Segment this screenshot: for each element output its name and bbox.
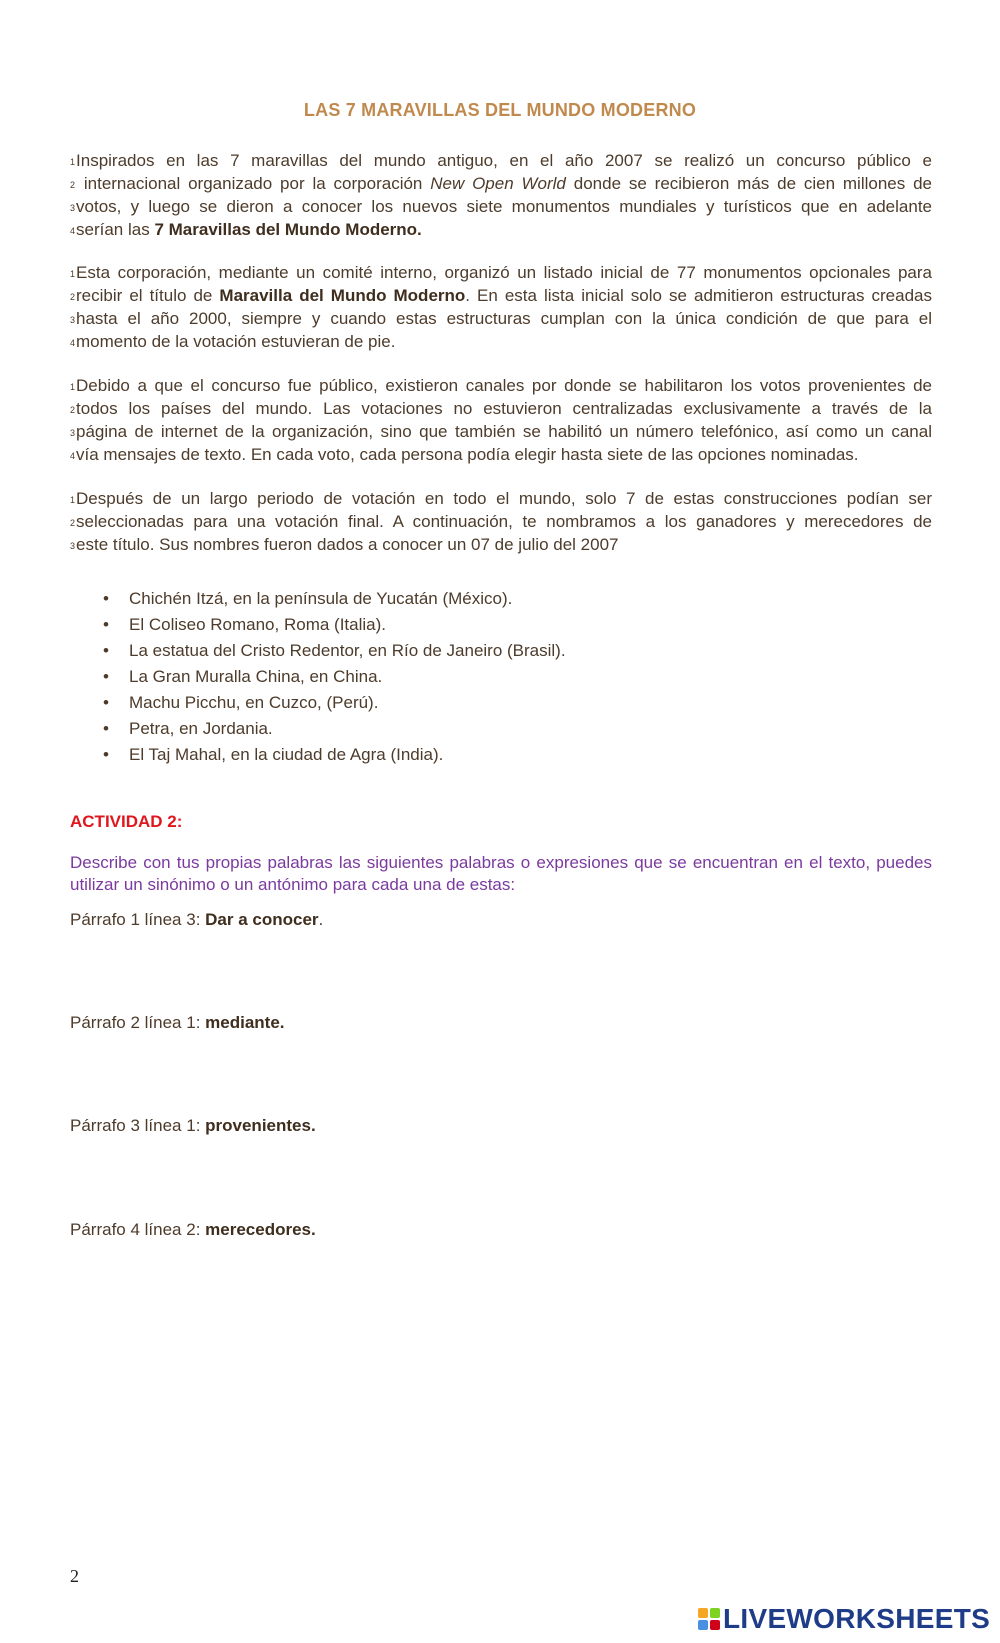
question-3: Párrafo 3 línea 1: provenientes. xyxy=(70,1116,316,1135)
bullet-icon: • xyxy=(103,589,109,608)
list-item: • La estatua del Cristo Redentor, en Río de Janeiro (Brasil). xyxy=(103,638,566,664)
paragraph-line: 2 internacional organizado por la corporación New Open World donde se recibieron más de cien millones de xyxy=(70,174,932,193)
paragraph-line: 3este título. Sus nombres fueron dados a conocer un 07 de julio del 2007 xyxy=(70,535,619,554)
line-number: 3 xyxy=(70,428,76,438)
logo-icon xyxy=(698,1608,720,1630)
line-number: 2 xyxy=(70,518,76,528)
logo-text: LIVEWORKSHEETS xyxy=(723,1603,991,1634)
paragraph-1 xyxy=(70,150,932,242)
paragraph-line: 1Inspirados en las 7 maravillas del mundo antiguo, en el año 2007 se realizó un concurso público e xyxy=(70,151,932,170)
paragraph-line: 3hasta el año 2000, siempre y cuando estas estructuras cumplan con la única condición de que para el xyxy=(70,309,932,328)
line-number: 1 xyxy=(70,157,76,167)
list-item: • Machu Picchu, en Cuzco, (Perú). xyxy=(103,690,566,716)
line-number: 2 xyxy=(70,405,76,415)
paragraph-line: 2seleccionadas para una votación final. A continuación, te nombramos a los ganadores y merecedores de xyxy=(70,512,932,531)
paragraph-line: 1Después de un largo periodo de votación en todo el mundo, solo 7 de estas construcciones podían ser xyxy=(70,489,932,508)
list-item: • La Gran Muralla China, en China. xyxy=(103,664,566,690)
line-number: 3 xyxy=(70,203,76,213)
bullet-icon: • xyxy=(103,667,109,686)
paragraph-3 xyxy=(70,375,932,467)
question-4: Párrafo 4 línea 2: merecedores. xyxy=(70,1220,316,1239)
activity-instruction: Describe con tus propias palabras las siguientes palabras o expresiones que se encuentran en el texto, puedes utilizar un sinónimo o un antónimo para cada una de estas: xyxy=(70,853,932,894)
line-number: 4 xyxy=(70,338,76,348)
bullet-icon: • xyxy=(103,641,109,660)
activity-heading: ACTIVIDAD 2: xyxy=(70,812,183,831)
liveworksheets-logo xyxy=(698,1603,990,1635)
paragraph-4 xyxy=(70,488,932,557)
bullet-icon: • xyxy=(103,719,109,738)
line-number: 2 xyxy=(70,292,76,302)
line-number: 1 xyxy=(70,495,76,505)
line-number: 2 xyxy=(70,180,76,190)
list-item: • El Taj Mahal, en la ciudad de Agra (India). xyxy=(103,742,566,768)
paragraph-line: 4momento de la votación estuvieran de pie. xyxy=(70,332,396,351)
bullet-icon: • xyxy=(103,693,109,712)
paragraph-line: 4serían las 7 Maravillas del Mundo Moderno. xyxy=(70,220,422,239)
list-item: • Petra, en Jordania. xyxy=(103,716,566,742)
line-number: 4 xyxy=(70,226,76,236)
list-item: • El Coliseo Romano, Roma (Italia). xyxy=(103,612,566,638)
line-number: 3 xyxy=(70,315,76,325)
line-number: 4 xyxy=(70,451,76,461)
bullet-icon: • xyxy=(103,615,109,634)
paragraph-line: 1Esta corporación, mediante un comité interno, organizó un listado inicial de 77 monumentos opcionales para xyxy=(70,263,932,282)
question-1: Párrafo 1 línea 3: Dar a conocer. xyxy=(70,910,324,929)
paragraph-line: 2todos los países del mundo. Las votaciones no estuvieron centralizadas exclusivamente a través de la xyxy=(70,399,932,418)
paragraph-line: 2recibir el título de Maravilla del Mundo Moderno. En esta lista inicial solo se admitieron estructuras creadas xyxy=(70,286,932,305)
paragraph-line: 3página de internet de la organización, sino que también se habilitó un número telefónico, así como un canal xyxy=(70,422,932,441)
paragraph-2 xyxy=(70,262,932,354)
line-number: 1 xyxy=(70,382,76,392)
bullet-icon: • xyxy=(103,745,109,764)
page-title: LAS 7 MARAVILLAS DEL MUNDO MODERNO xyxy=(303,100,697,120)
wonders-list xyxy=(103,586,566,768)
paragraph-line: 4vía mensajes de texto. En cada voto, cada persona podía elegir hasta siete de las opciones nominadas. xyxy=(70,445,859,464)
list-item: • Chichén Itzá, en la península de Yucatán (México). xyxy=(103,586,566,612)
line-number: 1 xyxy=(70,269,76,279)
paragraph-line: 3votos, y luego se dieron a conocer los nuevos siete monumentos mundiales y turísticos que en adelante xyxy=(70,197,932,216)
page-number: 2 xyxy=(70,1566,79,1586)
paragraph-line: 1Debido a que el concurso fue público, existieron canales por donde se habilitaron los votos provenientes de xyxy=(70,376,932,395)
line-number: 3 xyxy=(70,541,76,551)
question-2: Párrafo 2 línea 1: mediante. xyxy=(70,1013,285,1032)
